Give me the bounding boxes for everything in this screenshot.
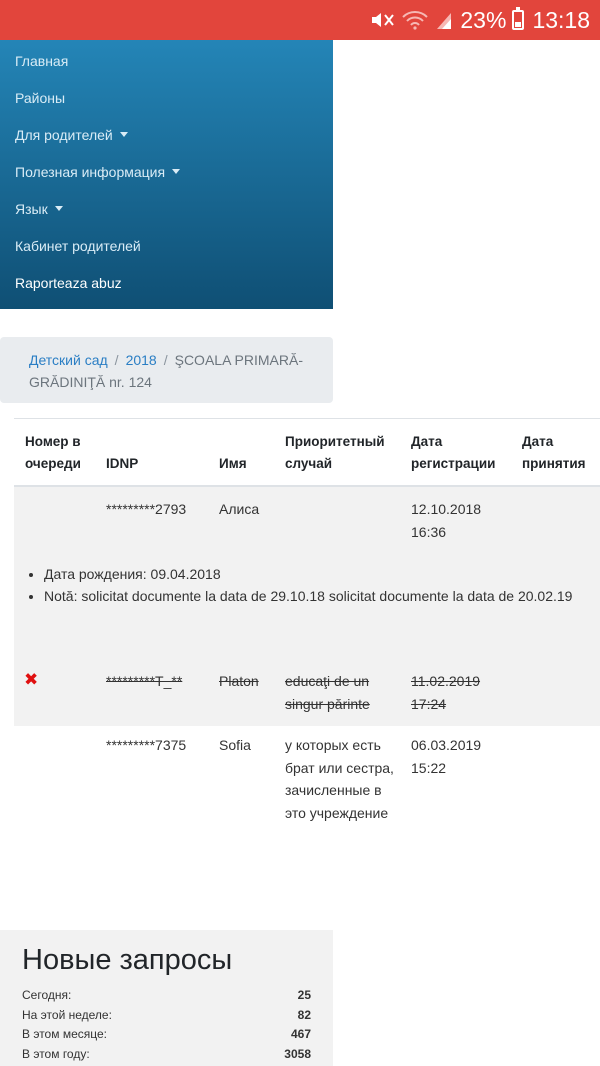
nav-item-home[interactable] [0,42,333,79]
cell-registration-date: 06.03.2019 15:22 [411,737,482,776]
stat-value: 25 [297,988,311,1002]
cell-idnp: *********T_** [106,673,183,689]
cell-registration-date: 11.02.2019 17:24 [411,673,481,712]
stat-value: 3058 [284,1046,311,1061]
stat-row-today [22,986,311,1006]
stat-label: В этом году: [22,1046,90,1061]
nav-item-parent-cabinet[interactable] [0,227,333,264]
row-details [14,555,600,659]
nav-item-label: Районы [15,89,66,106]
detail-birth-date: • Дата рождения: 09.04.2018 [44,564,589,586]
mute-icon [370,10,394,30]
breadcrumb-link-kindergarten[interactable]: Детский сад [29,352,108,368]
cell-idnp: *********7375 [106,737,187,753]
stat-row-year [22,1045,311,1065]
nav-item-label: Главная [15,52,69,69]
clock-time: 13:18 [532,6,590,33]
table-row[interactable] [14,487,600,555]
table-row[interactable] [14,726,600,886]
breadcrumb-link-year[interactable]: 2018 [125,352,157,368]
battery-icon [512,10,524,30]
cell-name: Sofia [219,737,251,753]
stat-value: 467 [290,1027,311,1041]
queue-table [14,418,600,886]
signal-icon [436,10,452,30]
status-bar [0,0,600,40]
header-priority: Приоритетный случай [285,434,385,471]
stat-label: Сегодня: [22,988,72,1002]
nav-item-label: Для родителей [15,126,113,143]
wifi-icon [402,10,428,30]
header-queue-number: Номер в очереди [25,434,81,471]
new-requests-panel [0,930,333,1066]
nav-item-report-abuse[interactable] [0,264,333,301]
nav-item-districts[interactable] [0,79,333,116]
nav-item-label: Кабинет родителей [15,237,141,254]
nav-item-useful-info[interactable] [0,153,333,190]
caret-down-icon [172,169,180,174]
nav-item-for-parents[interactable] [0,116,333,153]
breadcrumb [0,337,333,403]
stat-label: В этом месяце: [22,1027,107,1041]
table-row[interactable] [14,659,600,726]
nav-item-label: Язык [15,200,48,217]
stat-row-week [22,1006,311,1026]
caret-down-icon [120,132,128,137]
nav-item-language[interactable] [0,190,333,227]
header-registration-date: Дата регистрации [411,434,496,471]
caret-down-icon [55,206,63,211]
stats-title: Новые запросы [22,944,233,976]
breadcrumb-separator: / [114,352,119,368]
cell-name: Platon [219,673,259,689]
header-acceptance-date: Дата принятия [522,434,586,471]
cell-idnp: *********2793 [106,501,187,517]
cell-priority: у которых есть брат или сестра, зачисленные в это учреждение [285,737,394,821]
stat-value: 82 [297,1007,311,1022]
nav-item-label: Raporteaza abuz [15,274,122,291]
deleted-x-icon: ✖ [24,670,39,689]
cell-priority: educaţi de un singur părinte [285,673,370,712]
stat-label: На этой неделе: [22,1007,112,1022]
table-header [14,418,600,487]
header-name: Имя [219,456,247,471]
cell-name: Алиса [219,501,260,517]
main-nav [0,40,333,309]
nav-item-label: Полезная информация [15,163,166,180]
breadcrumb-current: ŞCOALA PRIMARĂ-GRĂDINIŢĂ nr. 124 [29,352,303,390]
detail-note: • Notă: solicitat documente la data de 29.10.18 solicitat documente la data de 20.02.19 [44,586,589,608]
cell-registration-date: 12.10.2018 16:36 [411,501,482,540]
battery-level: 23% [460,6,507,33]
stat-row-month [22,1025,311,1045]
breadcrumb-separator: / [163,352,168,368]
header-idnp: IDNP [106,456,139,471]
